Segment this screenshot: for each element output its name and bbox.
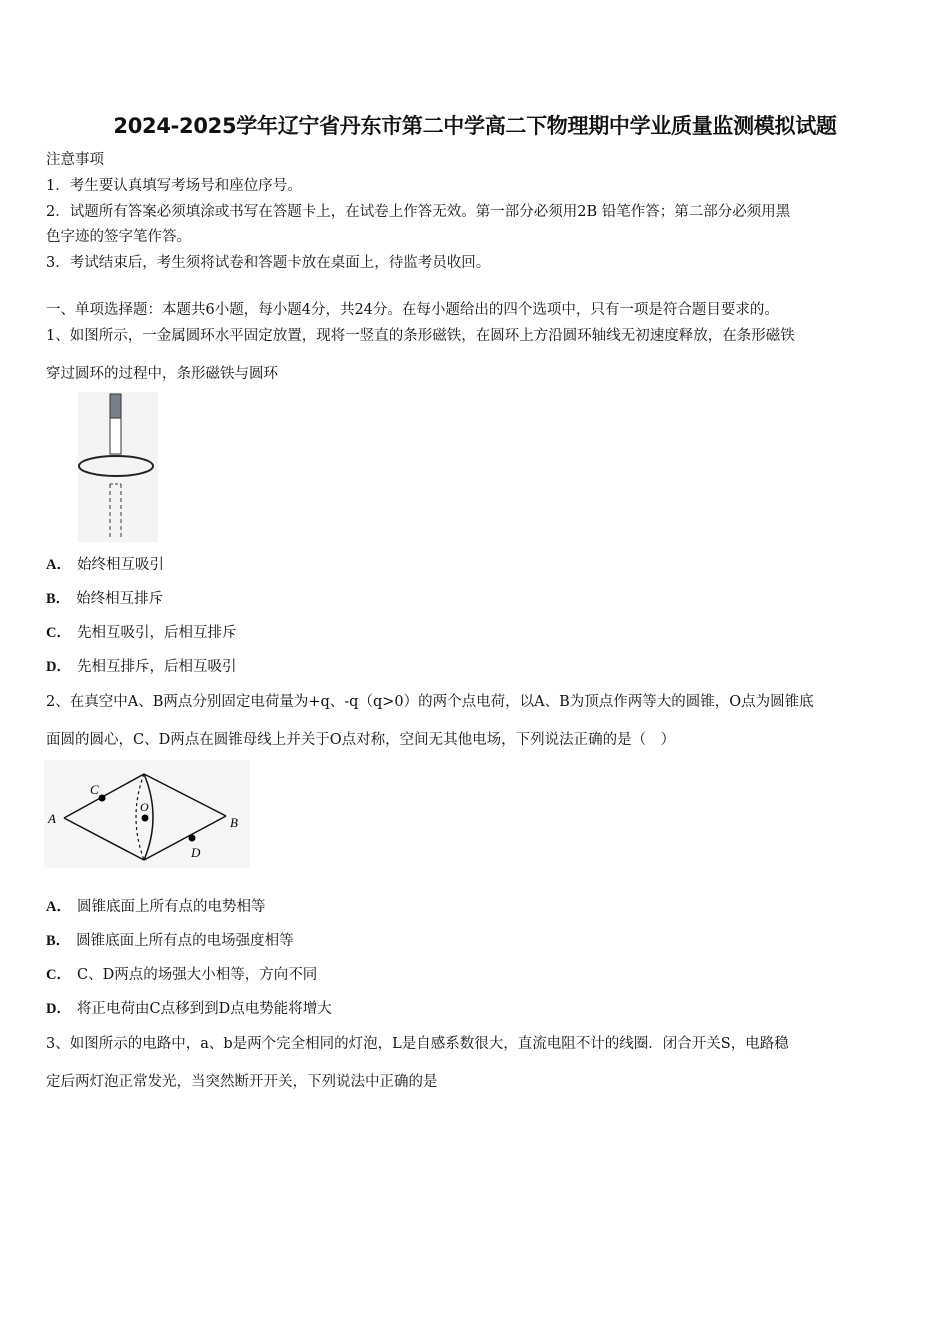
point-o	[142, 815, 149, 822]
q1-option-a: A． 始终相互吸引	[46, 557, 164, 573]
q1-stem-line-1: 1、如图所示，一金属圆环水平固定放置，现将一竖直的条形磁铁，在圆环上方沿圆环轴线无初速度释放，在条形磁铁	[46, 328, 795, 344]
q2-stem-line-1: 2、在真空中A、B两点分别固定电荷量为+q、-q（q>0）的两个点电荷，以A、B为顶点作两等大的圆锥，O点为圆锥底	[46, 694, 814, 710]
label-c: C	[90, 782, 99, 797]
q2-option-d: D． 将正电荷由C点移到到D点电势能将增大	[46, 1001, 332, 1017]
label-d: D	[191, 845, 201, 860]
double-cone-figure	[44, 760, 250, 868]
q3-stem-line-1: 3、如图所示的电路中，a、b是两个完全相同的灯泡，L是自感系数很大，直流电阻不计的线圈．闭合开关S，电路稳	[46, 1036, 789, 1052]
section-heading: 一、单项选择题：本题共6小题，每小题4分，共24分。在每小题给出的四个选项中，只有一项是符合题目要求的。	[46, 302, 779, 318]
q3-stem-line-2: 定后两灯泡正常发光，当突然断开开关，下列说法中正确的是	[46, 1074, 438, 1090]
notice-item-2-cont: 色字迹的签字笔作答。	[46, 229, 191, 245]
q1-option-b: B． 始终相互排斥	[46, 591, 164, 607]
q2-option-a: A． 圆锥底面上所有点的电势相等	[46, 899, 266, 915]
q2-option-c: C． C、D两点的场强大小相等，方向不同	[46, 967, 318, 983]
q1-option-c: C． 先相互吸引，后相互排斥	[46, 625, 237, 641]
notice-item-2: 2．试题所有答案必须填涂或书写在答题卡上，在试卷上作答无效。第一部分必须用2B 铅笔作答；第二部分必须用黑	[46, 204, 791, 220]
q1-stem-line-2: 穿过圆环的过程中，条形磁铁与圆环	[46, 366, 278, 382]
magnet-ring-figure	[72, 392, 162, 542]
magnet-body	[110, 418, 121, 454]
q1-option-d: D． 先相互排斥，后相互吸引	[46, 659, 237, 675]
magnet-top	[110, 394, 121, 418]
point-d	[189, 835, 196, 842]
q2-option-b: B． 圆锥底面上所有点的电场强度相等	[46, 933, 294, 949]
page-title: 2024-2025学年辽宁省丹东市第二中学高二下物理期中学业质量监测模拟试题	[113, 114, 837, 138]
notice-item-1: 1．考生要认真填写考场号和座位序号。	[46, 178, 302, 194]
label-a: A	[48, 811, 56, 826]
label-b: B	[230, 815, 238, 830]
notice-heading: 注意事项	[46, 152, 104, 168]
label-o: O	[140, 800, 149, 814]
q2-stem-line-2: 面圆的圆心，C、D两点在圆锥母线上并关于O点对称，空间无其他电场，下列说法正确的是（ ）	[46, 732, 676, 748]
notice-item-3: 3．考试结束后，考生须将试卷和答题卡放在桌面上，待监考员收回。	[46, 255, 491, 271]
point-c	[99, 795, 106, 802]
